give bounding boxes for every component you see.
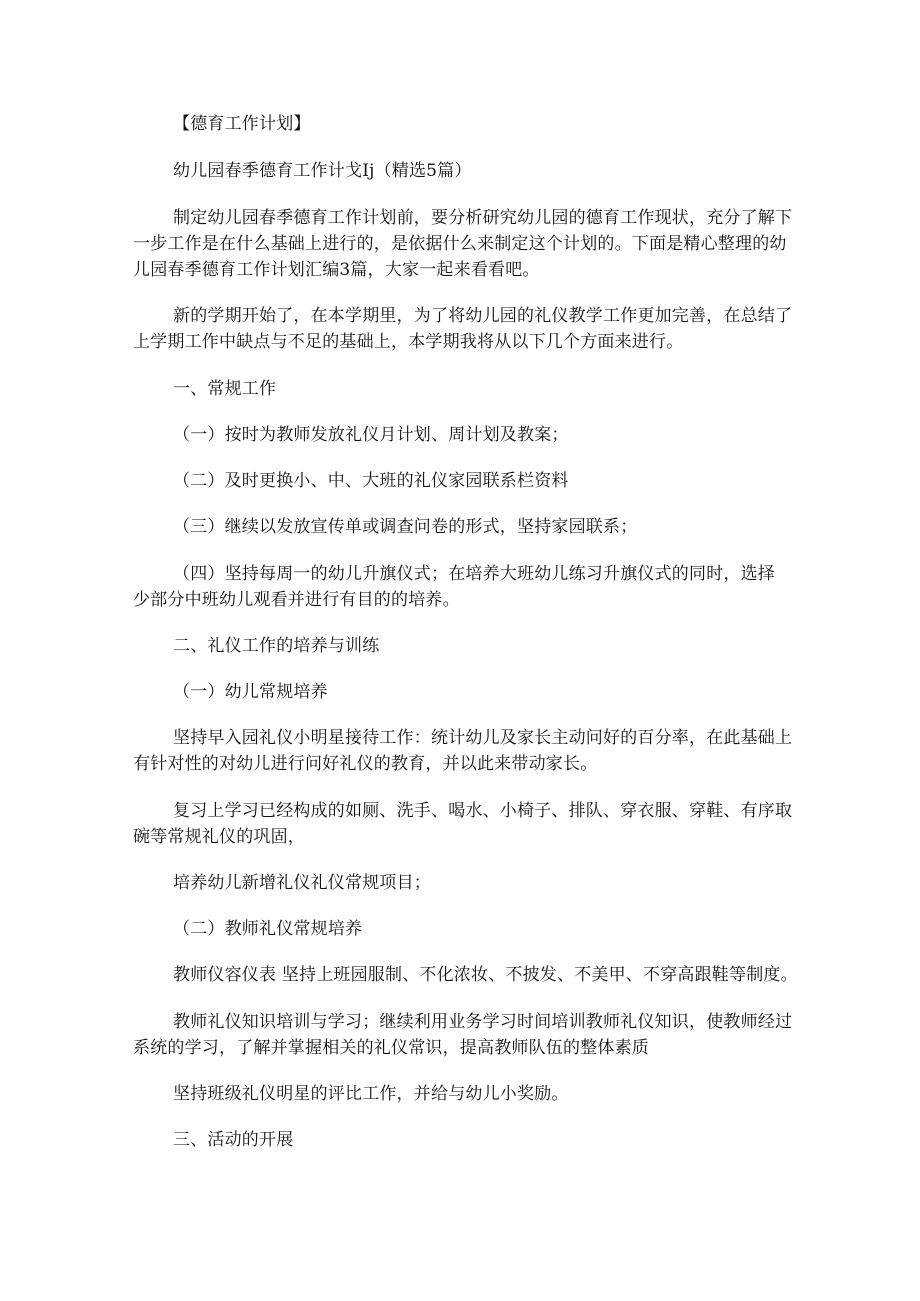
opening-line-1: 新的学期开始了，在本学期里，为了将幼儿园的礼仪教学工作更加完善，在总结了 [173,306,793,326]
section-2-para-1-line-1: 坚持早入园礼仪小明星接待工作：统计幼儿及家长主动问好的百分率，在此基础上 [173,728,793,748]
section-1-item-4-line-2: 少部分中班幼儿观看并进行有目的的培养。 [133,590,460,610]
section-2-subheading-1: （一）幼儿常规培养 [173,682,328,702]
section-2-para-2-line-2: 碗等常规礼仪的巩固， [133,827,305,847]
section-2-para-3: 培养幼儿新增礼仪礼仪常规项目； [173,873,431,893]
section-1-title: 一、常规工作 [173,379,277,399]
section-2-para-5-line-1: 教师礼仪知识培训与学习；继续利用业务学习时间培训教师礼仪知识，使教师经过 [173,1012,793,1032]
intro-line-2: 一步工作是在什么基础上进行的，是依据什么来制定这个计划的。下面是精心整理的幼 [133,234,787,254]
section-3-title: 三、活动的开展 [173,1130,294,1150]
section-1-item-4-line-1: （四）坚持每周一的幼儿升旗仪式；在培养大班幼儿练习升旗仪式的同时，选择 [173,564,775,584]
section-2-title: 二、礼仪工作的培养与训练 [173,636,380,656]
section-2-para-2-line-1: 复习上学习已经构成的如厕、洗手、喝水、小椅子、排队、穿衣服、穿鞋、有序取 [173,801,793,821]
section-2-para-6: 坚持班级礼仪明星的评比工作，并给与幼儿小奖励。 [173,1084,569,1104]
document-heading: 【德育工作计划】 [173,114,311,134]
section-1-item-2: （二）及时更换小、中、大班的礼仪家园联系栏资料 [173,471,569,491]
opening-line-2: 上学期工作中缺点与不足的基础上，本学期我将从以下几个方面来进行。 [133,332,684,352]
section-1-item-1: （一）按时为教师发放礼仪月计划、周计划及教案； [173,425,569,445]
intro-line-3: 儿园春季德育工作计划汇编3篇，大家一起来看看吧。 [133,260,540,280]
intro-line-1: 制定幼儿园春季德育工作计划前，要分析研究幼儿园的德育工作现状，充分了解下 [173,208,793,228]
document-title: 幼儿园春季德育工作计戈Ij（精选5篇） [173,161,472,181]
section-2-para-5-line-2: 系统的学习，了解并掌握相关的礼仪常识，提高教师队伍的整体素质 [133,1038,649,1058]
section-1-item-3: （三）继续以发放宣传单或调查问卷的形式，坚持家园联系； [173,517,638,537]
section-2-para-4: 教师仪容仪表 坚持上班园服制、不化浓妆、不披发、不美甲、不穿高跟鞋等制度。 [173,965,798,985]
section-2-para-1-line-2: 有针对性的对幼儿进行问好礼仪的教育，并以此来带动家长。 [133,754,598,774]
section-2-subheading-2: （二）教师礼仪常规培养 [173,919,363,939]
